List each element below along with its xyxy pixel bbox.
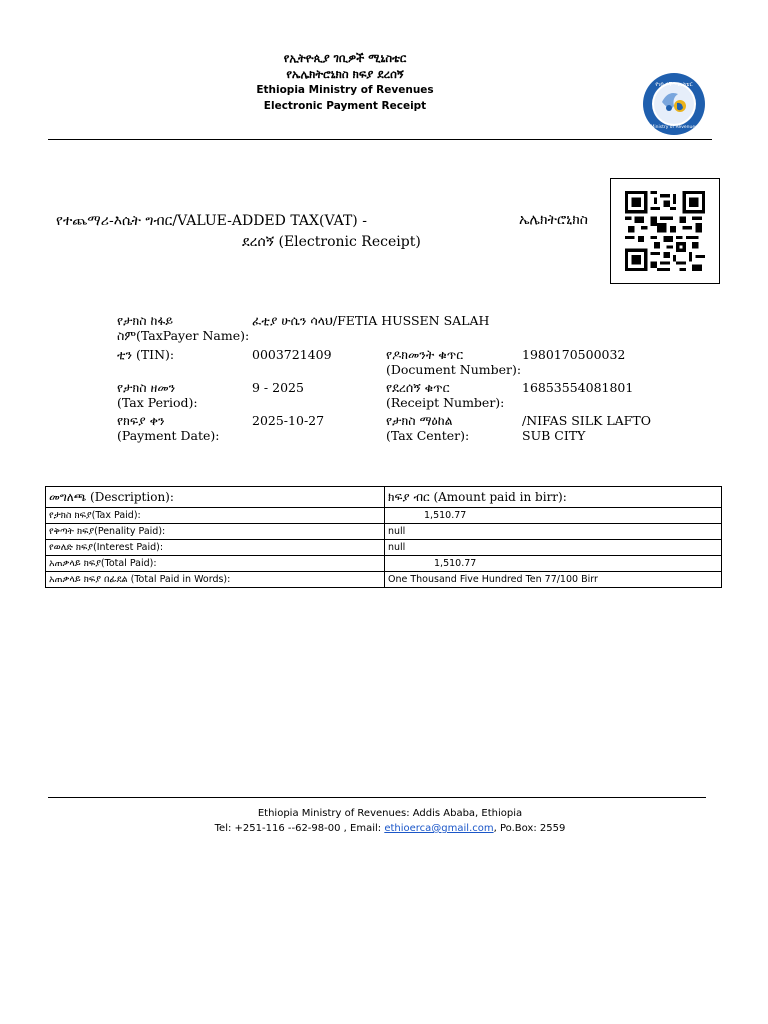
tax-period-label: የታክስ ዘመን (Tax Period): [117,380,198,410]
footer [100,806,680,836]
ministry-name-amharic: የኢትዮጲያ ገቢዎች ሚኒስቴር [283,51,407,65]
taxpayer-name-value: ፈቲያ ሁሴን ሳላህ/FETIA HUSSEN SALAH [252,313,490,328]
ministry-logo [642,72,706,136]
row-value: null [385,524,722,540]
footer-address: Ethiopia Ministry of Revenues: Addis Ababa, Ethiopia [257,808,523,819]
payment-date-value: 2025-10-27 [252,413,325,428]
amount-header: ክፍያ ብር (Amount paid in birr): [385,487,722,508]
row-label: የቅጣት ክፍያ(Penality Paid): [46,524,385,540]
qr-code [610,178,720,284]
qr-code-icon [625,191,705,271]
tin-label: ቲን (TIN): [117,347,175,362]
table-row [46,556,722,572]
row-label: የታክስ ክፍያ(Tax Paid): [46,508,385,524]
receipt-title-line2: ደረሰኝ (Electronic Receipt) [242,234,421,250]
row-value: 1,510.77 [385,508,722,524]
header-divider [48,139,712,140]
table-row [46,572,722,588]
email-link[interactable]: ethioerca@gmail.com [384,823,494,834]
payment-table [45,486,722,588]
row-value: null [385,540,722,556]
tax-period-value: 9 - 2025 [252,380,304,395]
receipt-type-amharic: የኤሌክትሮኒክስ ክፍያ ደረሰኝ [286,67,404,81]
document-number-label: የዶክመንት ቁጥር (Document Number): [386,347,522,377]
receipt-title: የተጨማሪ-እሴት ግብር/VALUE-ADDED TAX(VAT) - [56,213,367,229]
row-label: የወለድ ክፍያ(Interest Paid): [46,540,385,556]
row-label: አጠቃላይ ክፍያ(Total Paid): [46,556,385,572]
receipt-type-english: Electronic Payment Receipt [263,100,427,112]
tax-center-label: የታክስ ማዕከል (Tax Center): [386,413,470,443]
row-value: 1,510.77 [385,556,722,572]
receipt-header [200,50,490,114]
row-value: One Thousand Five Hundred Ten 77/100 Birr [385,572,722,588]
table-row [46,508,722,524]
tax-center-value: /NIFAS SILK LAFTO SUB CITY [522,413,651,443]
footer-contact: Tel: +251-116 --62-98-00 , Email: ethioerca@gmail.com, Po.Box: 2559 [214,823,566,834]
footer-divider [48,797,706,798]
table-header-row [46,487,722,508]
svg-text:Ministry of Revenues: Ministry of Revenues [650,125,698,130]
receipt-number-value: 16853554081801 [522,380,634,395]
payment-date-label: የክፍያ ቀን (Payment Date): [117,413,220,443]
row-label: አጠቃላይ ክፍያ በፊደል (Total Paid in Words): [46,572,385,588]
tin-value: 0003721409 [252,347,332,362]
document-number-value: 1980170500032 [522,347,626,362]
receipt-title-suffix: ኤሌክትሮኒክስ [519,212,589,228]
table-row [46,524,722,540]
receipt-number-label: የደረሰኝ ቁጥር (Receipt Number): [386,380,505,410]
taxpayer-name-label: የታክስ ከፋይ ስም(TaxPayer Name): [117,313,250,343]
description-header: መግለጫ (Description): [46,487,385,508]
svg-text:የገቢዎች ሚኒስቴር: የገቢዎች ሚኒስቴር [655,82,693,88]
table-row [46,540,722,556]
ministry-name-english: Ethiopia Ministry of Revenues [256,84,434,96]
